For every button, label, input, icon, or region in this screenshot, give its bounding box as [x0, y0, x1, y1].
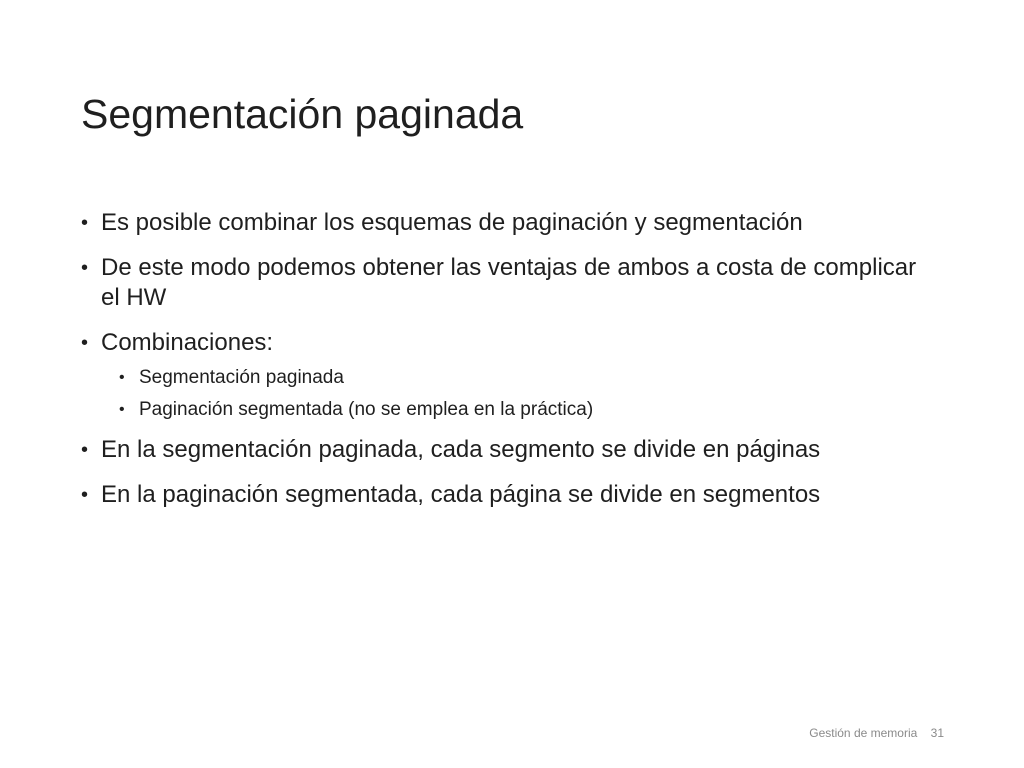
sub-bullet-list — [101, 366, 941, 422]
bullet-text: De este modo podemos obtener las ventajas de ambos a costa de complicar el HW — [101, 254, 917, 311]
sub-bullet-icon: • — [119, 401, 125, 418]
bullet-text: Combinaciones: — [101, 329, 274, 356]
bullet-item — [81, 208, 941, 238]
slide-title: Segmentación paginada — [81, 91, 524, 137]
bullet-icon: • — [81, 332, 89, 354]
sub-bullet-text: Segmentación paginada — [139, 367, 344, 388]
bullet-icon: • — [81, 212, 89, 234]
sub-bullet-item — [101, 398, 941, 422]
footer-section-label: Gestión de memoria — [809, 726, 918, 740]
bullet-item — [81, 480, 941, 510]
sub-bullet-text: Paginación segmentada (no se emplea en la práctica) — [139, 399, 594, 420]
bullet-item — [81, 328, 941, 422]
bullet-icon: • — [81, 257, 89, 279]
bullet-text: Es posible combinar los esquemas de paginación y segmentación — [101, 209, 803, 236]
bullet-icon: • — [81, 484, 89, 506]
bullet-text: En la segmentación paginada, cada segmento se divide en páginas — [101, 436, 821, 463]
bullet-icon: • — [81, 439, 89, 461]
bullet-text: En la paginación segmentada, cada página se divide en segmentos — [101, 481, 821, 508]
sub-bullet-item — [101, 366, 941, 390]
sub-bullet-icon: • — [119, 369, 125, 386]
bullet-list — [81, 208, 941, 525]
bullet-item — [81, 253, 941, 313]
page-number: 31 — [930, 726, 944, 740]
bullet-item — [81, 435, 941, 465]
slide-footer — [809, 725, 944, 741]
